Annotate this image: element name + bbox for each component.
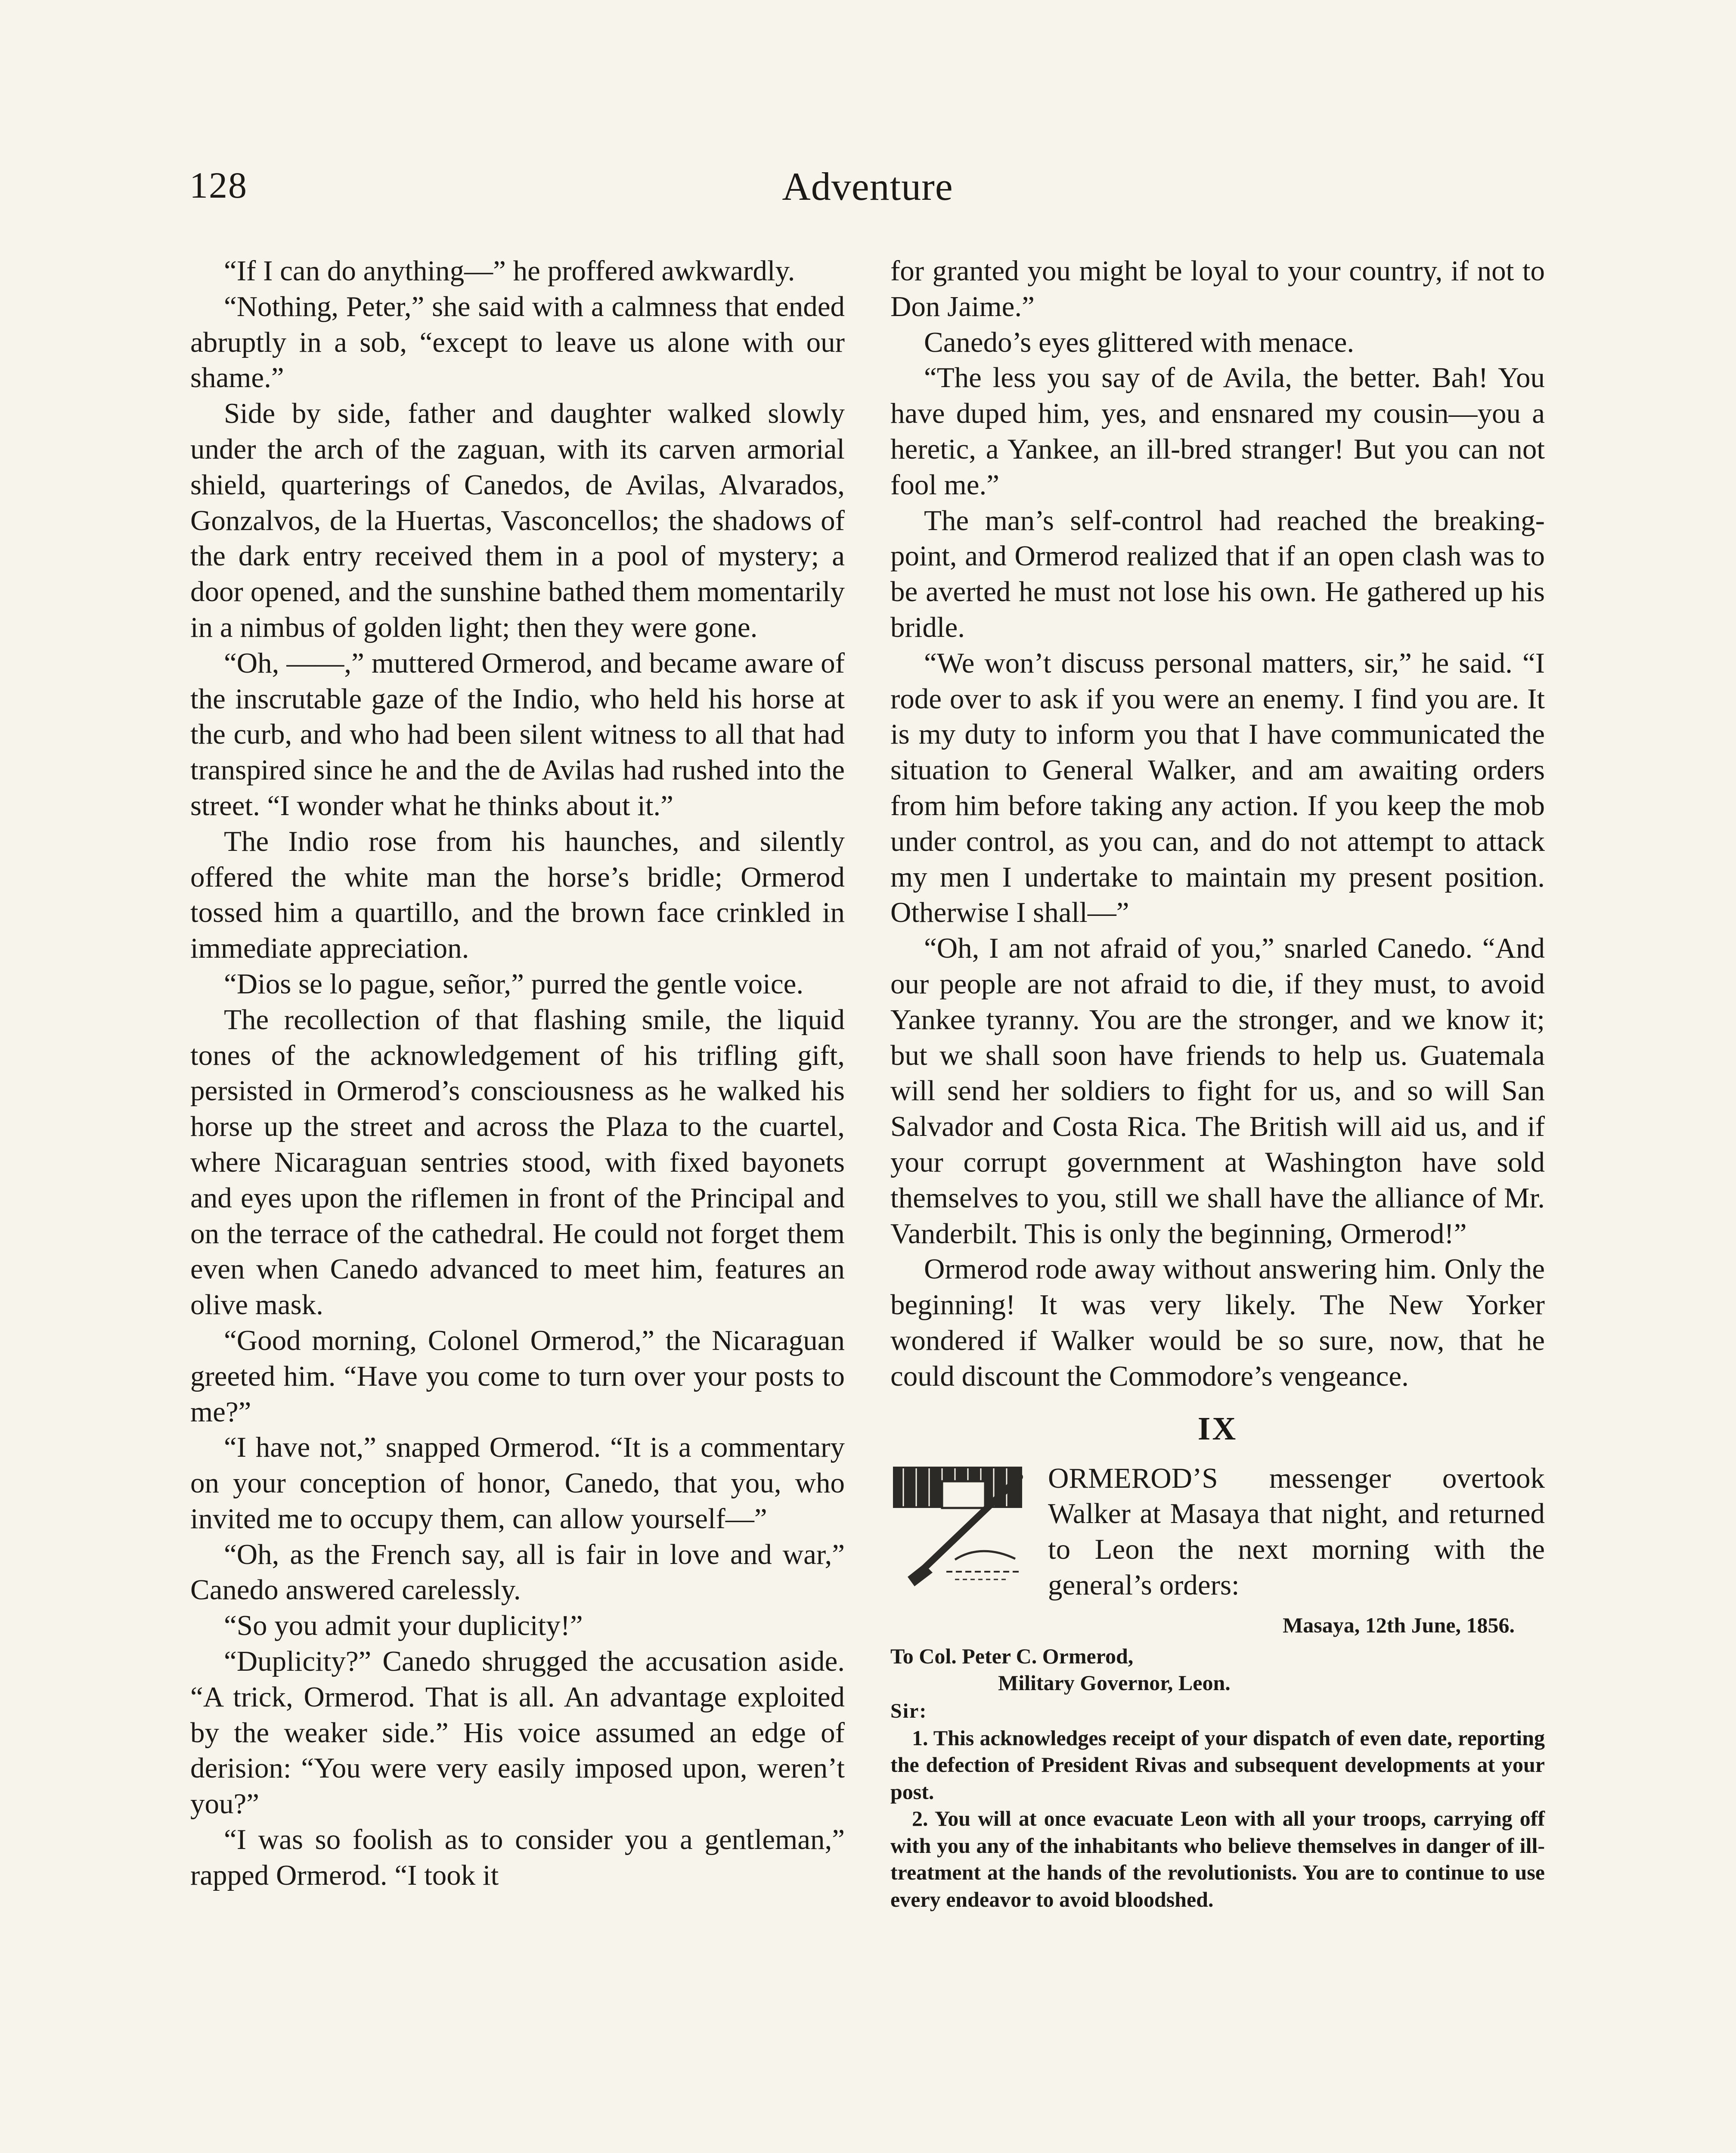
left-column-paragraph: “Duplicity?” Canedo shrugged the accusation aside. “A trick, Ormerod. That is all. An advantage exploited by the weaker side.” His voice assumed an edge of derision: “You were very easily imposed upon, weren’t you?”	[190, 1645, 845, 1820]
orders-letter	[890, 1611, 1545, 1913]
letter-item: 1. This acknowledges receipt of your dispatch of even date, reporting the defection of President Rivas and subsequent developments at your post.	[890, 1725, 1545, 1804]
page-number: 128	[189, 164, 248, 206]
right-column-paragraph: Ormerod rode away without answering him. Only the beginning! It was very likely. The New Yorker wondered if Walker would be so sure, now, that he could discount the Commodore’s vengeance.	[890, 1253, 1545, 1392]
left-column-paragraph: “Dios se lo pague, señor,” purred the gentle voice.	[224, 968, 804, 1000]
magazine-title: Adventure	[782, 164, 953, 208]
right-column-paragraph: “Oh, I am not afraid of you,” snarled Canedo. “And our people are not afraid to die, if they must, to avoid Yankee tyranny. You are the stronger, and we know it; but we shall soon have friends to help us. Guatemala will send her soldiers to fight for us, and so will San Salvador and Costa Rica. The British will aid us, and if your corrupt government at Washington have sold themselves to you, still we shall have the alliance of Mr. Vanderbilt. This is only the beginning, Ormerod!”	[890, 932, 1545, 1250]
left-column-paragraph: The recollection of that flashing smile, the liquid tones of the acknowledgement of his trifling gift, persisted in Ormerod’s consciousness as he walked his horse up the street and across the Plaza to the cuartel, where Nicaraguan sentries stood, with fixed bayonets and eyes upon the riflemen in front of the Principal and on the terrace of the cathedral. He could not forget them even when Canedo advanced to meet him, features an olive mask.	[190, 1003, 845, 1321]
left-column-paragraph: “Oh, ——,” muttered Ormerod, and became aware of the inscrutable gaze of the Indio, who held his horse at the curb, and who had been silent witness to all that had transpired since he and the de Avilas had rushed into the street. “I wonder what he thinks about it.”	[190, 647, 845, 822]
letter-salutation: Sir:	[890, 1699, 927, 1722]
right-column-paragraph: for granted you might be loyal to your country, if not to Don Jaime.”	[890, 255, 1545, 323]
chapter-opening	[890, 1461, 1545, 1603]
left-column-paragraph: “Good morning, Colonel Ormerod,” the Nicaraguan greeted him. “Have you come to turn over your posts to me?”	[190, 1324, 845, 1428]
right-column-paragraph: “We won’t discuss personal matters, sir,” he said. “I rode over to ask if you were an enemy. I find you are. It is my duty to inform you that I have communicated the situation to General Walker, and am awaiting orders from him before taking any action. If you keep the mob under control, as you can, and do not attempt to attack my men I undertake to maintain my present position. Otherwise I shall—”	[890, 647, 1545, 929]
letter-address	[890, 1643, 1545, 1696]
running-head	[189, 164, 1546, 211]
left-column-paragraph: The Indio rose from his haunches, and silently offered the white man the horse’s bridle; Ormerod tossed him a quartillo, and the brown face crinkled in immediate appreciation.	[190, 825, 845, 965]
letter-dateline: Masaya, 12th June, 1856.	[1283, 1613, 1515, 1637]
left-column-paragraph: “I was so foolish as to consider you a gentleman,” rapped Ormerod. “I took it	[190, 1824, 845, 1891]
right-column-paragraph: Canedo’s eyes glittered with menace.	[924, 326, 1355, 358]
right-text-column	[890, 253, 1545, 1913]
chapter-opening-paragraph: ORMEROD’S messenger overtook Walker at Masaya that night, and returned to Leon the next morning with the general’s orders:	[1048, 1462, 1545, 1601]
right-column-paragraph: “The less you say of de Avila, the better. Bah! You have duped him, yes, and ensnared my cousin—you a heretic, a Yankee, an ill-bred stranger! But you can not fool me.”	[890, 362, 1545, 501]
section-heading: IX	[1197, 1410, 1238, 1447]
left-column-paragraph: “Oh, as the French say, all is fair in love and war,” Canedo answered carelessly.	[190, 1538, 845, 1606]
rifle-illustration-icon	[890, 1464, 1032, 1593]
left-column-paragraph: “If I can do anything—” he proffered awkwardly.	[224, 255, 795, 287]
letter-items	[890, 1725, 1545, 1913]
left-column-paragraph: Side by side, father and daughter walked slowly under the arch of the zaguan, with its carven armorial shield, quarterings of Canedos, de Avilas, Alvarados, Gonzalvos, de la Huertas, Vasconcellos; the shadows of the dark entry received them in a pool of mystery; a door opened, and the sunshine bathed them momentarily in a nimbus of golden light; then they were gone.	[190, 397, 845, 643]
letter-address-line-2: Military Governor, Leon.	[998, 1670, 1231, 1695]
right-column-paragraph: The man’s self-control had reached the breaking-point, and Ormerod realized that if an open clash was to be averted he must not lose his own. He gathered up his bridle.	[890, 504, 1545, 643]
left-column-paragraph: “So you admit your duplicity!”	[224, 1610, 583, 1642]
left-text-column	[190, 253, 845, 1893]
left-column-paragraph: “Nothing, Peter,” she said with a calmness that ended abruptly in a sob, “except to leave us alone with our shame.”	[190, 290, 845, 394]
letter-address-line-1: To Col. Peter C. Ormerod,	[890, 1644, 1134, 1668]
right-column-paragraphs	[890, 253, 1545, 1394]
left-column-paragraph: “I have not,” snapped Ormerod. “It is a commentary on your conception of honor, Canedo, that you, who invited me to occupy them, can allow yourself—”	[190, 1431, 845, 1535]
letter-item: 2. You will at once evacuate Leon with all your troops, carrying off with you any of the inhabitants who believe themselves in danger of ill-treatment at the hands of the revolutionists. You are to continue to use every endeavor to avoid bloodshed.	[890, 1806, 1545, 1911]
